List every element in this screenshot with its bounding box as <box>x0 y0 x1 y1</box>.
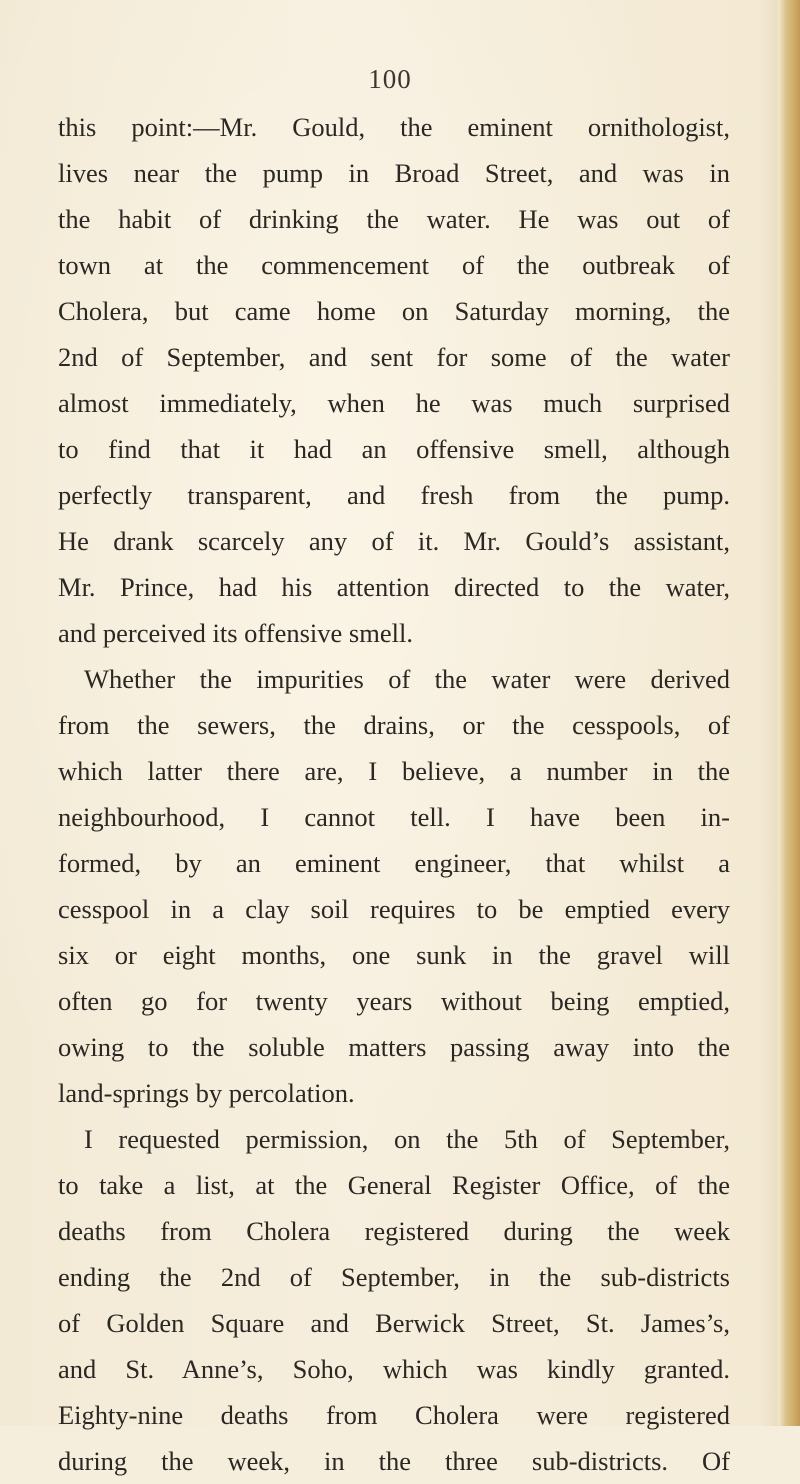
text-line: six or eight months, one sunk in the gravel will <box>58 940 730 970</box>
text-line: ending the 2nd of September, in the sub-districts <box>58 1262 730 1292</box>
text-line: often go for twenty years without being emptied, <box>58 986 730 1016</box>
body-text <box>58 104 730 1484</box>
page-number: 100 <box>368 64 412 94</box>
text-line: Eighty-nine deaths from Cholera were registered <box>58 1400 730 1430</box>
text-line: neighbourhood, I cannot tell. I have been in- <box>58 802 730 832</box>
text-line: cesspool in a clay soil requires to be emptied every <box>58 894 730 924</box>
text-line: and St. Anne’s, Soho, which was kindly granted. <box>58 1354 730 1384</box>
text-line: perfectly transparent, and fresh from the pump. <box>58 480 730 510</box>
text-line: owing to the soluble matters passing away into the <box>58 1032 730 1062</box>
text-line: during the week, in the three sub-districts. Of <box>58 1446 730 1476</box>
text-line: this point:—Mr. Gould, the eminent ornithologist, <box>58 112 730 142</box>
text-line: the habit of drinking the water. He was out of <box>58 204 730 234</box>
text-line: Mr. Prince, had his attention directed to the water, <box>58 572 730 602</box>
text-line: to find that it had an offensive smell, although <box>58 434 730 464</box>
text-line: deaths from Cholera registered during the week <box>58 1216 730 1246</box>
text-line: Whether the impurities of the water were derived <box>84 664 730 694</box>
text-line: Cholera, but came home on Saturday morning, the <box>58 296 730 326</box>
page-gutter-shadow <box>760 0 778 1426</box>
page-edge <box>778 0 800 1426</box>
text-line: and perceived its offensive smell. <box>58 618 413 648</box>
text-line: from the sewers, the drains, or the cesspools, of <box>58 710 730 740</box>
text-line: lives near the pump in Broad Street, and was in <box>58 158 730 188</box>
text-line: land-springs by percolation. <box>58 1078 355 1108</box>
text-line: almost immediately, when he was much surprised <box>58 388 730 418</box>
text-line: which latter there are, I believe, a number in the <box>58 756 730 786</box>
text-line: 2nd of September, and sent for some of the water <box>58 342 730 372</box>
text-line: He drank scarcely any of it. Mr. Gould’s assistant, <box>58 526 730 556</box>
text-line: formed, by an eminent engineer, that whilst a <box>58 848 730 878</box>
text-line: I requested permission, on the 5th of September, <box>84 1124 730 1154</box>
text-line: of Golden Square and Berwick Street, St. James’s, <box>58 1308 730 1338</box>
text-line: to take a list, at the General Register Office, of the <box>58 1170 730 1200</box>
text-line: town at the commencement of the outbreak of <box>58 250 730 280</box>
